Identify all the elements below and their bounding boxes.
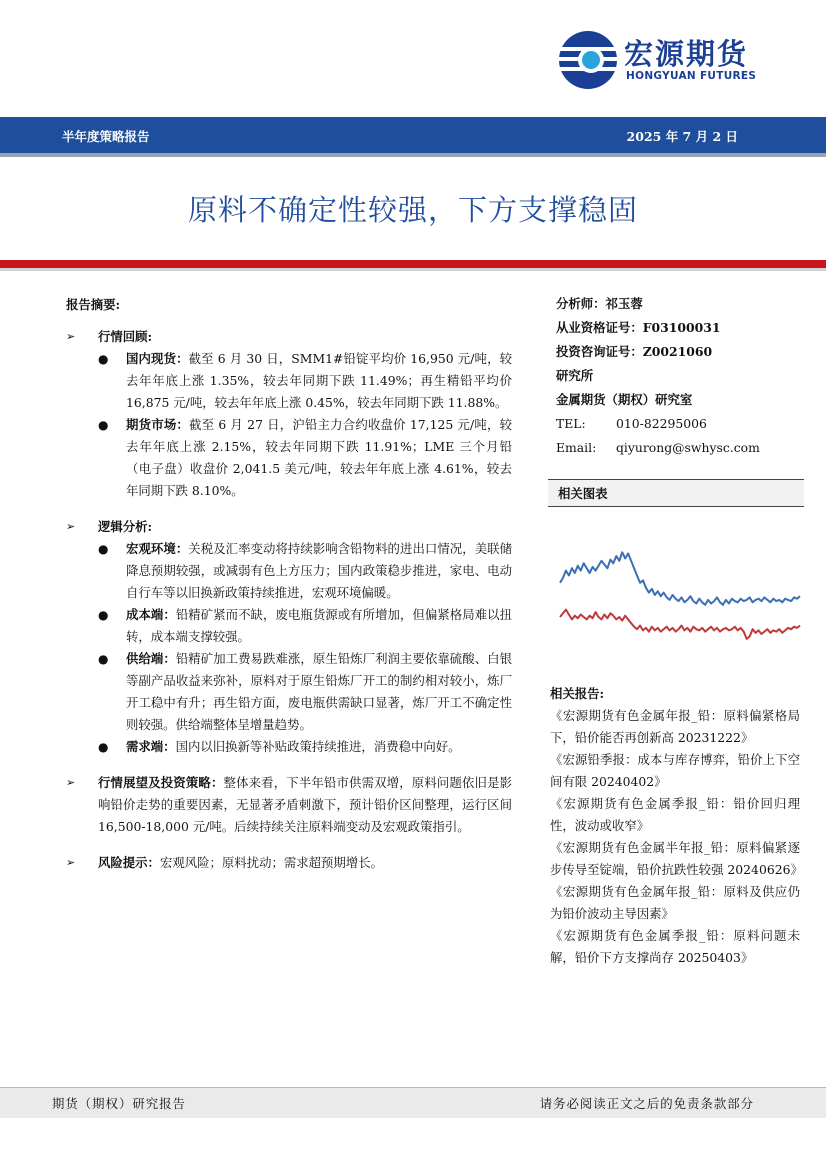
outlook-label: 行情展望及投资策略： [98,775,224,790]
dot-bullet-icon: ● [98,418,109,432]
footer-left-text: 期货（期权）研究报告 [52,1096,186,1111]
chart-series-line-1 [560,552,800,605]
related-report-item[interactable]: 《宏源铅季报：成本与库存博弈，铅价上下空间有限 20240402》 [550,752,800,789]
section-heading: 逻辑分析: [98,519,153,534]
title-divider [0,260,826,268]
item-label: 供给端： [126,651,176,666]
arrow-bullet-icon: ➢ [66,520,76,533]
related-report-item[interactable]: 《宏源期货有色金属年报_铅：原料及供应仍为铅价波动主导因素》 [550,884,800,921]
risk-text: 宏观风险；原料扰动；需求超预期增长。 [159,855,383,870]
list-item [66,538,512,604]
arrow-bullet-icon: ➢ [66,330,76,343]
email-value[interactable]: qiyurong@swhysc.com [616,440,760,455]
analyst-advisory: 投资咨询证号：Z0021060 [556,344,713,359]
item-label: 期货市场： [126,417,190,432]
item-text: 截至 6 月 30 日，SMM1#铅锭平均价 16,950 元/吨，较去年年底上涨 1.35%，较去年同期下跌 11.49%；再生精铅平均价 16,875 元/吨，较去年年底上涨 0.45%，较去年同期下跌 11.88%。 [126,351,512,410]
dot-bullet-icon: ● [98,352,109,366]
arrow-bullet-icon: ➢ [66,856,76,869]
brand-name-cn: 宏源期货 [624,37,749,71]
risk-label: 风险提示： [98,855,160,870]
list-item [66,736,512,758]
related-report-item[interactable]: 《宏源期货有色金属半年报_铅：原料偏紧逐步传导至锭端，铅价抗跌性较强 20240626》 [550,840,803,877]
arrow-bullet-icon: ➢ [66,776,76,789]
analyst-info [556,294,806,462]
tel-row [556,414,806,438]
item-text: 关税及汇率变动将持续影响含铅物料的进出口情况，美联储降息预期较强，或减弱有色上方压力；国内政策稳步推进，家电、电动自行车等以旧换新政策持续推进，宏观环境偏暖。 [126,541,513,600]
footer-right-text: 请务必阅读正文之后的免责条款部分 [539,1096,754,1111]
email-row [556,438,806,462]
brand-name-en: HONGYUAN FUTURES [626,70,757,82]
email-label: Email: [556,440,597,455]
section-logic [66,516,512,538]
page-title: 原料不确定性较强，下方支撑稳固 [187,193,638,227]
page-footer [0,1087,826,1118]
dot-bullet-icon: ● [98,542,109,556]
related-chart-heading: 相关图表 [558,486,608,501]
related-chart-bar [548,479,804,507]
item-label: 成本端： [126,607,176,622]
list-item [66,604,512,648]
tel-value: 010-82295006 [616,416,707,431]
item-text: 截至 6 月 27 日，沪铅主力合约收盘价 17,125 元/吨，较去年年底上涨 2.15%，较去年同期下跌 11.91%；LME 三个月铅（电子盘）收盘价 2,041.5 美元/吨，较去年年底上涨 4.61%，较去年同期下跌 8.10%。 [126,417,513,498]
institute-name: 金属期货（期权）研究室 [556,392,693,407]
report-date: 2025 年 7 月 2 日 [626,129,738,144]
analyst-name: 分析师：祁玉蓉 [556,296,643,311]
section-risk [66,852,512,874]
item-label: 需求端： [126,739,176,754]
report-type: 半年度策略报告 [62,129,150,144]
item-text: 国内以旧换新等补贴政策持续推进，消费稳中向好。 [175,739,461,754]
related-chart [556,530,804,660]
abstract-heading: 报告摘要: [66,297,121,312]
hongyuan-logo [558,30,768,90]
item-text: 铅精矿加工费易跌难涨，原生铅炼厂利润主要依靠硫酸、白银等副产品收益来弥补，原料对于原生铅炼厂开工的制约相对较小，炼厂开工稳中有升；再生铅方面，废电瓶供需缺口显著，炼厂开工不确定性则较强。供给端整体呈增量趋势。 [126,651,513,732]
list-item [66,648,512,736]
item-text: 铅精矿紧而不缺，废电瓶货源或有所增加，但偏紧格局难以扭转，成本端支撑较强。 [126,607,513,644]
related-report-item[interactable]: 《宏源期货有色金属季报_铅：铅价回归理性，波动或收窄》 [550,796,800,833]
analyst-license: 从业资格证号：F03100031 [556,320,721,335]
related-report-item[interactable]: 《宏源期货有色金属季报_铅：原料问题未解，铅价下方支撑尚存 20250403》 [550,928,800,965]
header-bar [0,117,826,153]
item-label: 宏观环境： [126,541,189,556]
list-item [66,414,512,502]
section-outlook [66,772,512,838]
dot-bullet-icon: ● [98,608,109,622]
dot-bullet-icon: ● [98,740,109,754]
chart-series-line-2 [560,610,800,639]
abstract-column [66,294,512,874]
item-label: 国内现货： [126,351,189,366]
institute-label: 研究所 [556,368,594,383]
related-reports-heading: 相关报告: [550,686,605,701]
title-divider-shadow [0,268,826,271]
related-report-item[interactable]: 《宏源期货有色金属年报_铅：原料偏紧格局下，铅价能否再创新高 20231222》 [550,708,800,745]
list-item [66,348,512,414]
header-shadow [0,153,826,157]
outlook-text: 整体来看，下半年铅市供需双增，原料问题依旧是影响铅价走势的重要因素，无显著矛盾刺激下，预计铅价区间整理，运行区间 16,500-18,000 元/吨。后续持续关注原料端变动及宏观政策指引。 [98,775,513,834]
hongyuan-logo-icon [558,30,618,90]
related-reports [550,683,803,969]
section-heading: 行情回顾: [98,329,153,344]
section-market-review [66,326,512,348]
tel-label: TEL: [556,416,586,431]
dot-bullet-icon: ● [98,652,109,666]
